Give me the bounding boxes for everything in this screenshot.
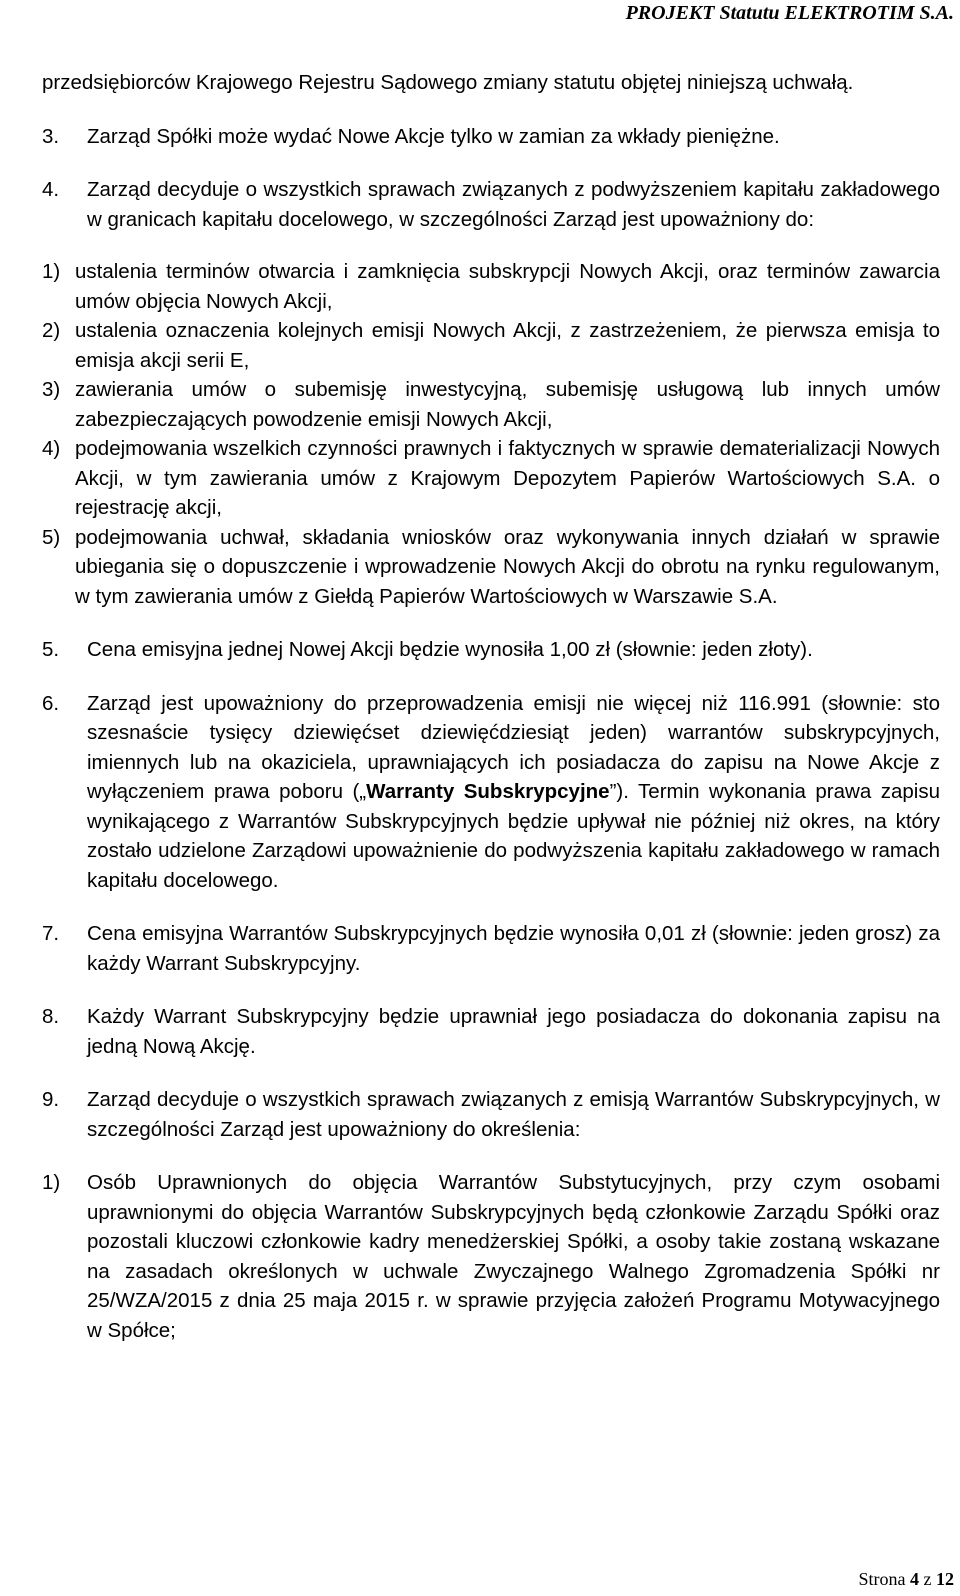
item-text: Zarząd Spółki może wydać Nowe Akcje tylko w zamian za wkłady pieniężne. bbox=[87, 124, 780, 148]
item-text: Zarząd decyduje o wszystkich sprawach związanych z podwyższeniem kapitału zakładowego w granicach kapitału docelowego, w szczególności Zarząd jest upoważniony do: bbox=[87, 178, 940, 231]
item-text: Cena emisyjna Warrantów Subskrypcyjnych będzie wynosiła 0,01 zł (słownie: jeden grosz) za każdy Warrant Subskrypcyjny. bbox=[87, 922, 940, 975]
subitem-4-1 bbox=[42, 257, 940, 316]
item-text: Cena emisyjna jednej Nowej Akcji będzie wynosiła 1,00 zł (słownie: jeden złoty). bbox=[87, 638, 813, 661]
subitem-number: 3) bbox=[42, 378, 61, 401]
item-text: Każdy Warrant Subskrypcyjny będzie uprawniał jego posiadacza do dokonania zapisu na jedną Nową Akcję. bbox=[87, 1005, 940, 1058]
subitem-text: Osób Uprawnionych do objęcia Warrantów Substytucyjnych, przy czym osobami uprawnionymi do objęcia Warrantów Subskrypcyjnych będą członkowie Zarządu Spółki oraz pozostali kluczowi członkowie kadry menedżerskiej Spółki, a osoby takie zostaną wskazane na zasadach określonych w uchwale Zwyczajnego Walnego Zgromadzenia Spółki nr 25/WZA/2015 z dnia 25 maja 2015 r. w sprawie przyjęcia założeń Programu Motywacyjnego w Spółce; bbox=[87, 1171, 940, 1342]
subitem-number: 2) bbox=[42, 319, 61, 342]
document-body bbox=[42, 68, 940, 1345]
item-text: Zarząd decyduje o wszystkich sprawach związanych z emisją Warrantów Subskrypcyjnych, w szczególności Zarząd jest upoważniony do określenia: bbox=[87, 1088, 940, 1141]
subitem-number: 1) bbox=[42, 260, 61, 283]
subitem-number: 1) bbox=[42, 1171, 61, 1194]
subitem-4-4 bbox=[42, 434, 940, 523]
item-number: 3. bbox=[42, 124, 60, 148]
page-number: 4 bbox=[910, 1569, 919, 1589]
item-text bbox=[87, 689, 940, 896]
subitem-text: podejmowania uchwał, składania wniosków oraz wykonywania innych działań w sprawie ubiegania się o dopuszczenie i wprowadzenie Nowych Akcji do obrotu na rynku regulowanym, w tym zawierania umów z Giełdą Papierów Wartościowych w Warszawie S.A. bbox=[75, 525, 940, 608]
list-item-7 bbox=[42, 919, 940, 978]
item-number: 6. bbox=[42, 691, 60, 715]
subitem-text: zawierania umów o subemisję inwestycyjną, subemisję usługową lub innych umów zabezpieczających powodzenie emisji Nowych Akcji, bbox=[75, 378, 940, 431]
page-total: 12 bbox=[936, 1569, 954, 1589]
item-number: 9. bbox=[42, 1088, 60, 1111]
list-item-8 bbox=[42, 1002, 940, 1061]
subitem-text: ustalenia terminów otwarcia i zamknięcia subskrypcji Nowych Akcji, oraz terminów zawarcia umów objęcia Nowych Akcji, bbox=[75, 260, 940, 313]
subitem-4-5 bbox=[42, 523, 940, 612]
subitem-4-2 bbox=[42, 316, 940, 375]
list-item-9 bbox=[42, 1085, 940, 1144]
subitem-9-1 bbox=[42, 1168, 940, 1345]
page-footer bbox=[859, 1569, 955, 1590]
list-item-4 bbox=[42, 175, 940, 234]
list-item-5 bbox=[42, 635, 940, 665]
paragraph-fragment: przedsiębiorców Krajowego Rejestru Sądowego zmiany statutu objętej niniejszą uchwałą. bbox=[42, 71, 854, 94]
subitem-text: ustalenia oznaczenia kolejnych emisji Nowych Akcji, z zastrzeżeniem, że pierwsza emisja to emisja akcji serii E, bbox=[75, 319, 940, 372]
item-number: 8. bbox=[42, 1005, 60, 1028]
item-text-part-a: Zarząd jest upoważniony do przeprowadzenia emisji nie więcej niż 116.991 (słownie: sto szesnaście tysięcy dziewięćset dziewięćdziesiąt jeden) warrantów subskrypcyjnych, imiennych lub na okaziciela, uprawniających ich posiadacza do zapisu na Nowe Akcje z wyłączeniem prawa poboru („ bbox=[87, 691, 940, 803]
page-header: PROJEKT Statutu ELEKTROTIM S.A. bbox=[625, 2, 954, 24]
list-item-6 bbox=[42, 689, 940, 896]
subitem-number: 4) bbox=[42, 437, 61, 460]
subitem-number: 5) bbox=[42, 525, 61, 549]
footer-label: Strona bbox=[858, 1569, 906, 1589]
subitem-4-3 bbox=[42, 375, 940, 434]
footer-sep: z bbox=[923, 1569, 932, 1589]
item-number: 5. bbox=[42, 638, 60, 661]
list-item-3 bbox=[42, 122, 940, 152]
defined-term: Warranty Subskrypcyjne bbox=[366, 780, 610, 803]
item-number: 7. bbox=[42, 922, 60, 945]
subitem-text: podejmowania wszelkich czynności prawnych i faktycznych w sprawie dematerializacji Nowych Akcji, w tym zawierania umów z Krajowym Depozytem Papierów Wartościowych S.A. o rejestrację akcji, bbox=[75, 437, 940, 519]
item-text-part-b: ”). Termin wykonania prawa zapisu wynikającego z Warrantów Subskrypcyjnych będzie upływał nie później niż okres, na który zostało udzielone Zarządowi upoważnienie do podwyższenia kapitału zakładowego w ramach kapitału docelowego. bbox=[87, 780, 940, 892]
item-number: 4. bbox=[42, 178, 60, 201]
